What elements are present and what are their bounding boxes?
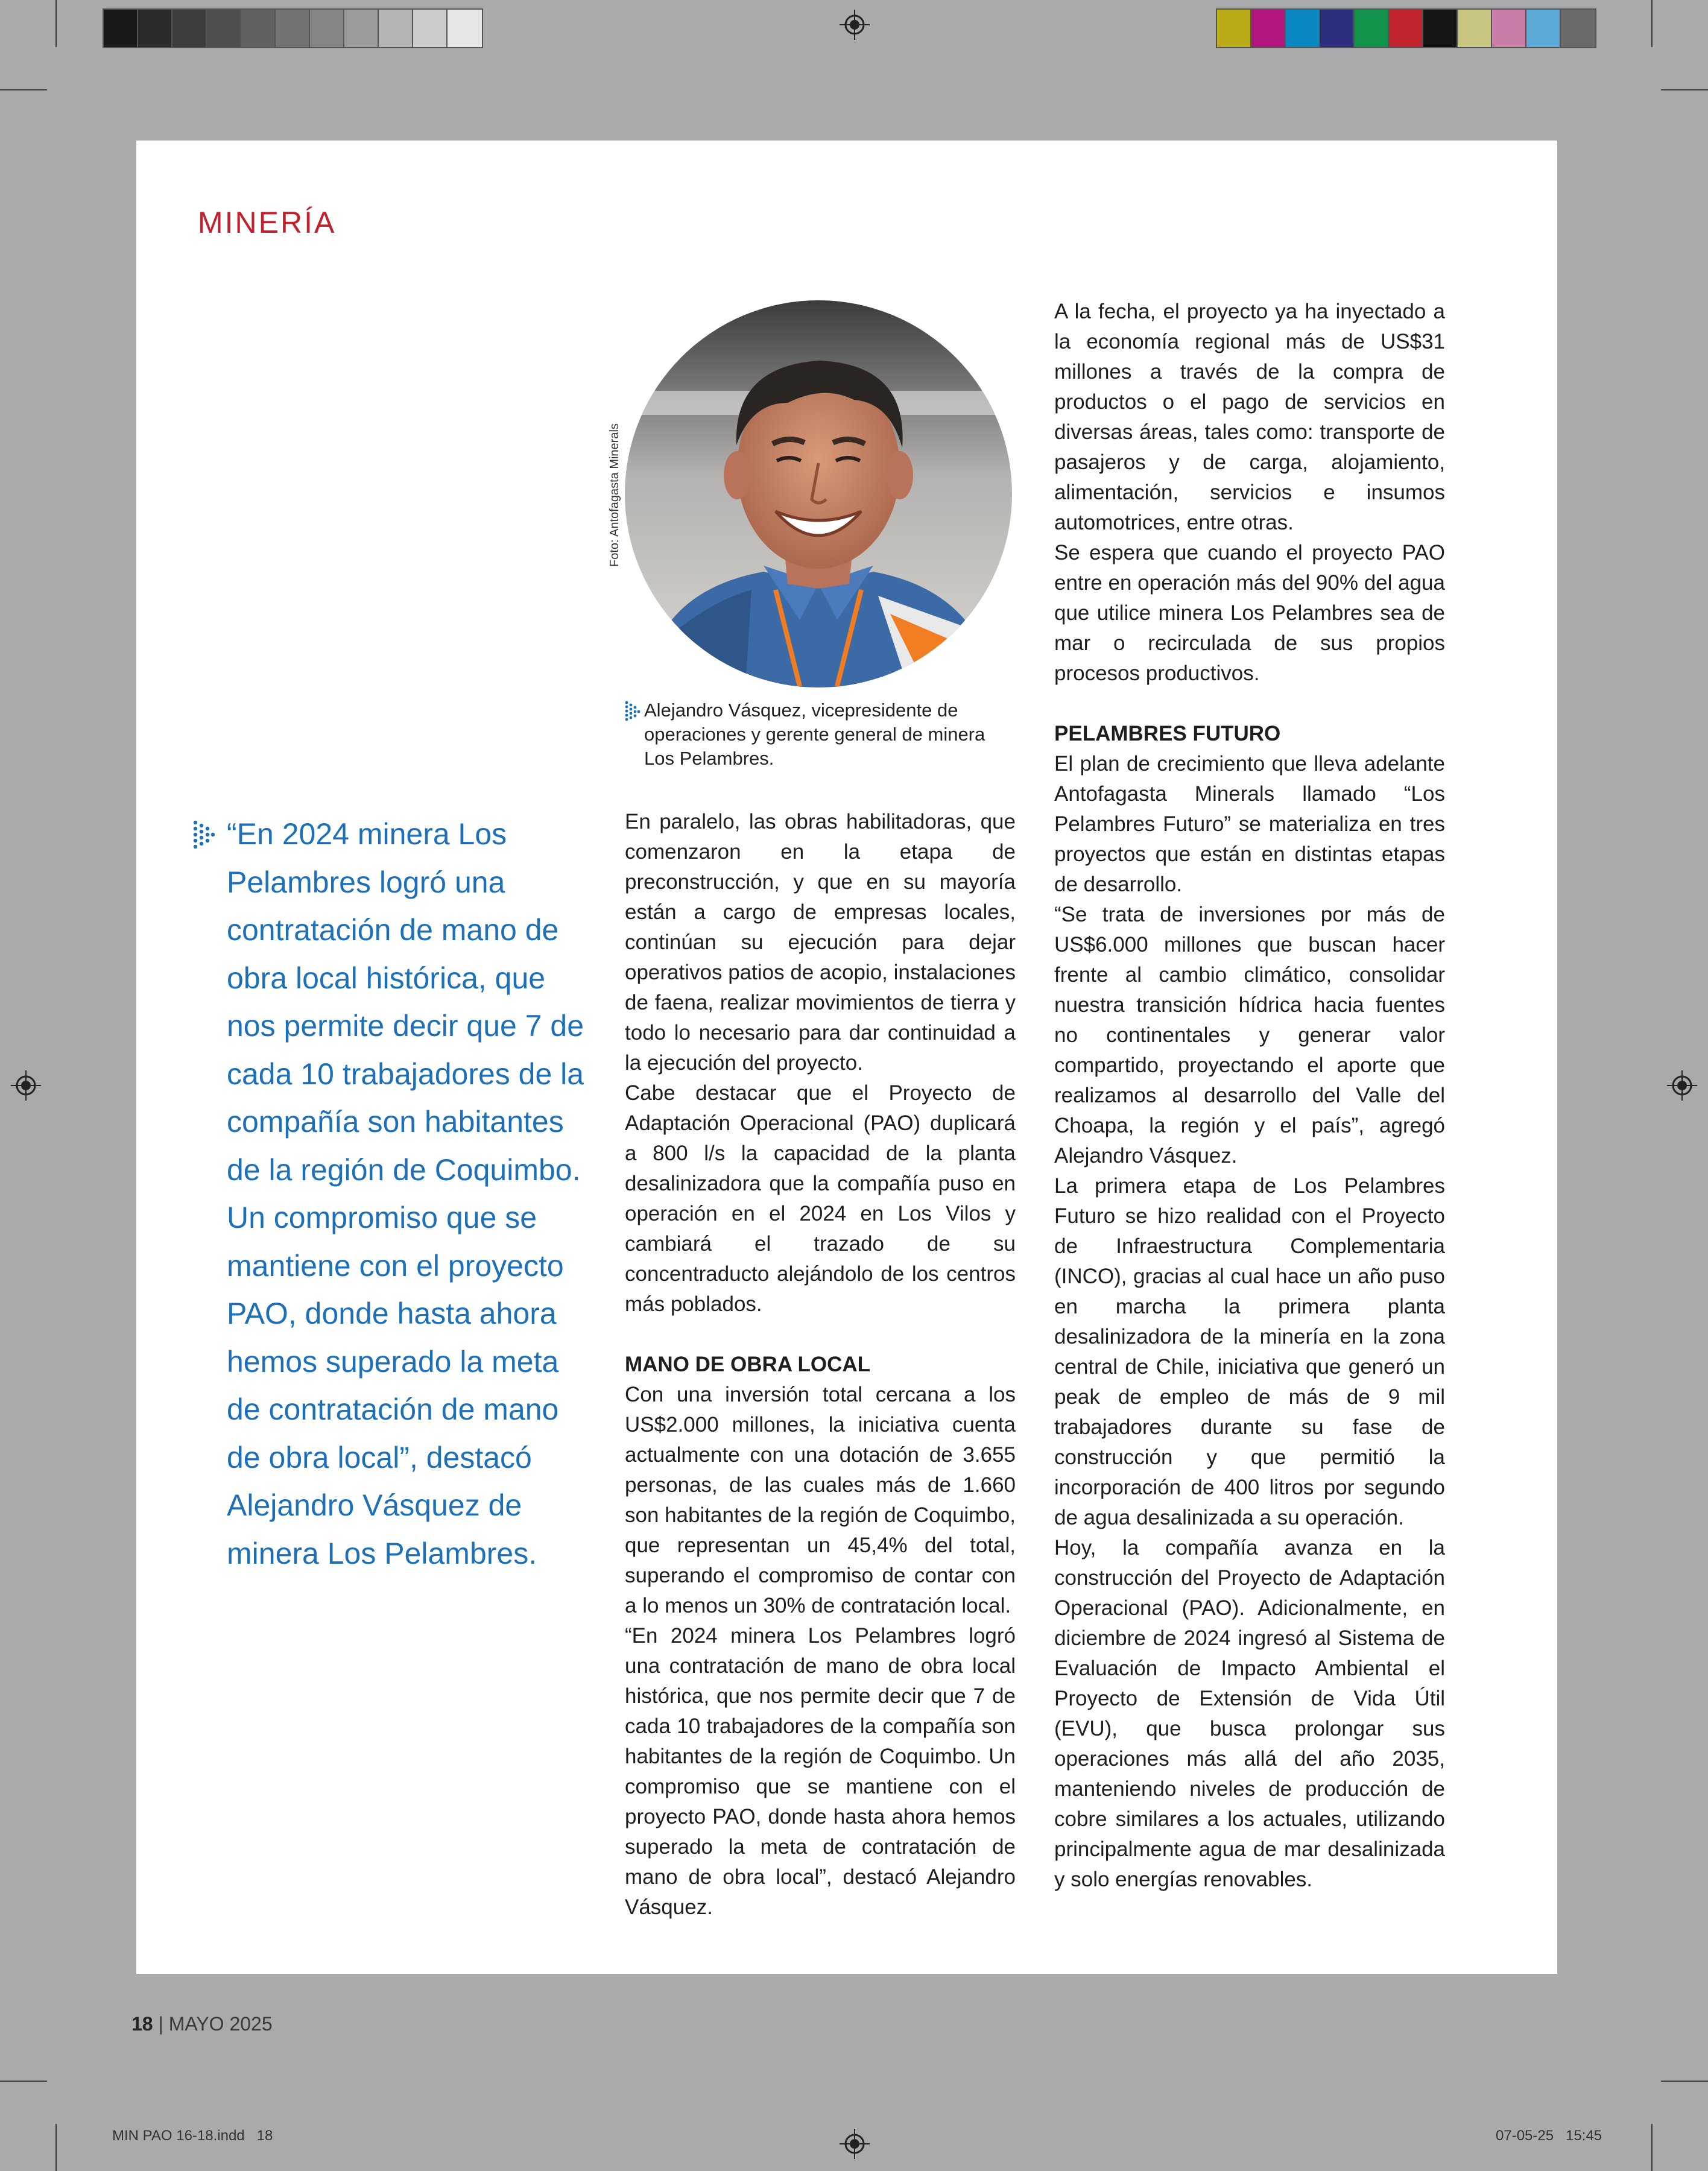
gray-swatch	[276, 10, 310, 47]
color-swatch	[1423, 10, 1458, 47]
crop-mark	[1651, 0, 1653, 47]
page-number: 18	[131, 2013, 153, 2035]
color-swatch	[1251, 10, 1286, 47]
folio-separator: |	[158, 2013, 163, 2035]
registration-mark-icon	[11, 1070, 41, 1101]
crop-mark	[1651, 2124, 1653, 2171]
paragraph: “En 2024 minera Los Pelambres logró una contratación de mano de obra local histórica, que nos permite decir que 7 de cada 10 trabajadores de la compañía son habitantes de la región de Coquimbo. Un compromiso que se mantiene con el proyecto PAO, donde hasta ahora hemos superado la meta de contratación de mano de obra local”, destacó Alejandro Vásquez.	[625, 1624, 1016, 1919]
grayscale-color-bar	[103, 8, 483, 48]
gray-swatch	[310, 10, 344, 47]
color-swatch	[1389, 10, 1423, 47]
paragraph: Cabe destacar que el Proyecto de Adaptación Operacional (PAO) duplicará a 800 l/s la capacidad de la planta desalinizadora que la compañía puso en operación en el 2024 en Los Vilos y cambiará el trazado de su concentraducto alejándolo de los centros más poblados.	[625, 1081, 1016, 1316]
color-swatch	[1526, 10, 1561, 47]
color-swatch	[1320, 10, 1355, 47]
color-swatch	[1561, 10, 1595, 47]
file-slug: MIN PAO 16-18.indd 18	[112, 2128, 273, 2144]
gray-swatch	[379, 10, 413, 47]
paragraph: A la fecha, el proyecto ya ha inyectado a la economía regional más de US$31 millones a través de la compra de productos o el pago de servicios en diversas áreas, tales como: transporte de pasajeros y de carga, alojamiento, alimentación, servicios e insumos automotrices, entre otras.	[1054, 300, 1445, 534]
article-column-2	[1054, 297, 1445, 1895]
color-swatch	[1458, 10, 1492, 47]
issue-date: MAYO 2025	[168, 2013, 273, 2035]
paragraph: Con una inversión total cercana a los US$2.000 millones, la iniciativa cuenta actualmente con una dotación de 3.655 personas, de las cuales más de 1.660 son habitantes de la región de Coquimbo, que representan un 45,4% del total, superando el compromiso de contar con a lo menos un 30% de contratación local.	[625, 1383, 1016, 1617]
subheading: PELAMBRES FUTURO	[1054, 722, 1281, 745]
registration-mark-icon	[840, 2129, 870, 2159]
registration-mark-icon	[840, 10, 870, 40]
crop-mark	[0, 89, 47, 90]
gray-swatch	[138, 10, 172, 47]
paragraph: El plan de crecimiento que lleva adelante Antofagasta Minerals llamado “Los Pelambres Futuro” se materializa en tres proyectos que están en distintas etapas de desarrollo.	[1054, 752, 1445, 896]
print-timestamp: 07-05-25 15:45	[1496, 2128, 1602, 2144]
article-column-1	[625, 807, 1016, 1923]
gray-swatch	[104, 10, 138, 47]
crop-mark	[55, 0, 57, 47]
color-swatch	[1492, 10, 1526, 47]
portrait-photo	[625, 300, 1012, 687]
gray-swatch	[241, 10, 276, 47]
color-swatch	[1286, 10, 1320, 47]
registration-mark-icon	[1667, 1070, 1697, 1101]
crop-mark	[1661, 2081, 1708, 2082]
gray-swatch	[172, 10, 207, 47]
section-title: MINERÍA	[198, 206, 337, 239]
gray-swatch	[448, 10, 482, 47]
paragraph: La primera etapa de Los Pelambres Futuro se hizo realidad con el Proyecto de Infraestructura Complementaria (INCO), gracias al cual hace un año puso en marcha la primera planta desalinizadora de la minería en la zona central de Chile, iniciativa que generó un peak de empleo de más de 9 mil trabajadores durante su fase de construcción y que permitió la incorporación de 400 litros por segundo de agua desalinizada a su operación.	[1054, 1174, 1445, 1529]
paragraph: Hoy, la compañía avanza en la construcción del Proyecto de Adaptación Operacional (PAO). Adicionalmente, en diciembre de 2024 ingresó al Sistema de Evaluación de Impacto Ambiental el Proyecto de Extensión de Vida Útil (EVU), que busca prolongar sus operaciones más allá del año 2035, manteniendo niveles de producción de cobre similares a los actuales, utilizando principalmente agua de mar desalinizada y solo energías renovables.	[1054, 1536, 1445, 1891]
gray-swatch	[344, 10, 379, 47]
crop-mark	[1661, 89, 1708, 90]
paragraph: En paralelo, las obras habilitadoras, que comenzaron en la etapa de preconstrucción, y que en su mayoría están a cargo de empresas locales, continúan su ejecución para dejar operativos patios de acopio, instalaciones de faena, realizar movimientos de tierra y todo lo necesario para dar continuidad a la ejecución del proyecto.	[625, 810, 1016, 1075]
color-swatch	[1217, 10, 1251, 47]
crop-mark	[0, 2081, 47, 2082]
pull-quote: “En 2024 minera Los Pelambres logró una contratación de mano de obra local histórica, que nos permite decir que 7 de cada 10 trabajadores de la compañía son habitantes de la región de Coquimbo. Un compromiso que se mantiene con el proyecto PAO, donde hasta ahora hemos superado la meta de contratación de mano de obra local”, destacó Alejandro Vásquez de minera Los Pelambres.	[227, 817, 584, 1570]
color-swatch	[1355, 10, 1389, 47]
photo-caption: Alejandro Vásquez, vicepresidente de operaciones y gerente general de minera Los Pelambres.	[644, 700, 985, 769]
dotted-bullet-icon	[193, 820, 215, 850]
photo-credit: Foto: Antofagasta Minerals	[608, 423, 621, 567]
paragraph: Se espera que cuando el proyecto PAO entre en operación más del 90% del agua que utilice minera Los Pelambres sea de mar o recirculada de sus propios procesos productivos.	[1054, 541, 1445, 685]
gray-swatch	[207, 10, 241, 47]
gray-swatch	[413, 10, 448, 47]
page-folio	[131, 2013, 273, 2035]
process-color-bar	[1216, 8, 1596, 48]
dotted-bullet-icon	[625, 701, 640, 721]
subheading: MANO DE OBRA LOCAL	[625, 1353, 871, 1376]
crop-mark	[55, 2124, 57, 2171]
paragraph: “Se trata de inversiones por más de US$6.000 millones que buscan hacer frente al cambio climático, consolidar nuestra transición hídrica hacia fuentes no continentales y generar valor compartido, proyectando el aporte que realizamos al desarrollo del Valle del Choapa, la región y el país”, agregó Alejandro Vásquez.	[1054, 903, 1445, 1168]
